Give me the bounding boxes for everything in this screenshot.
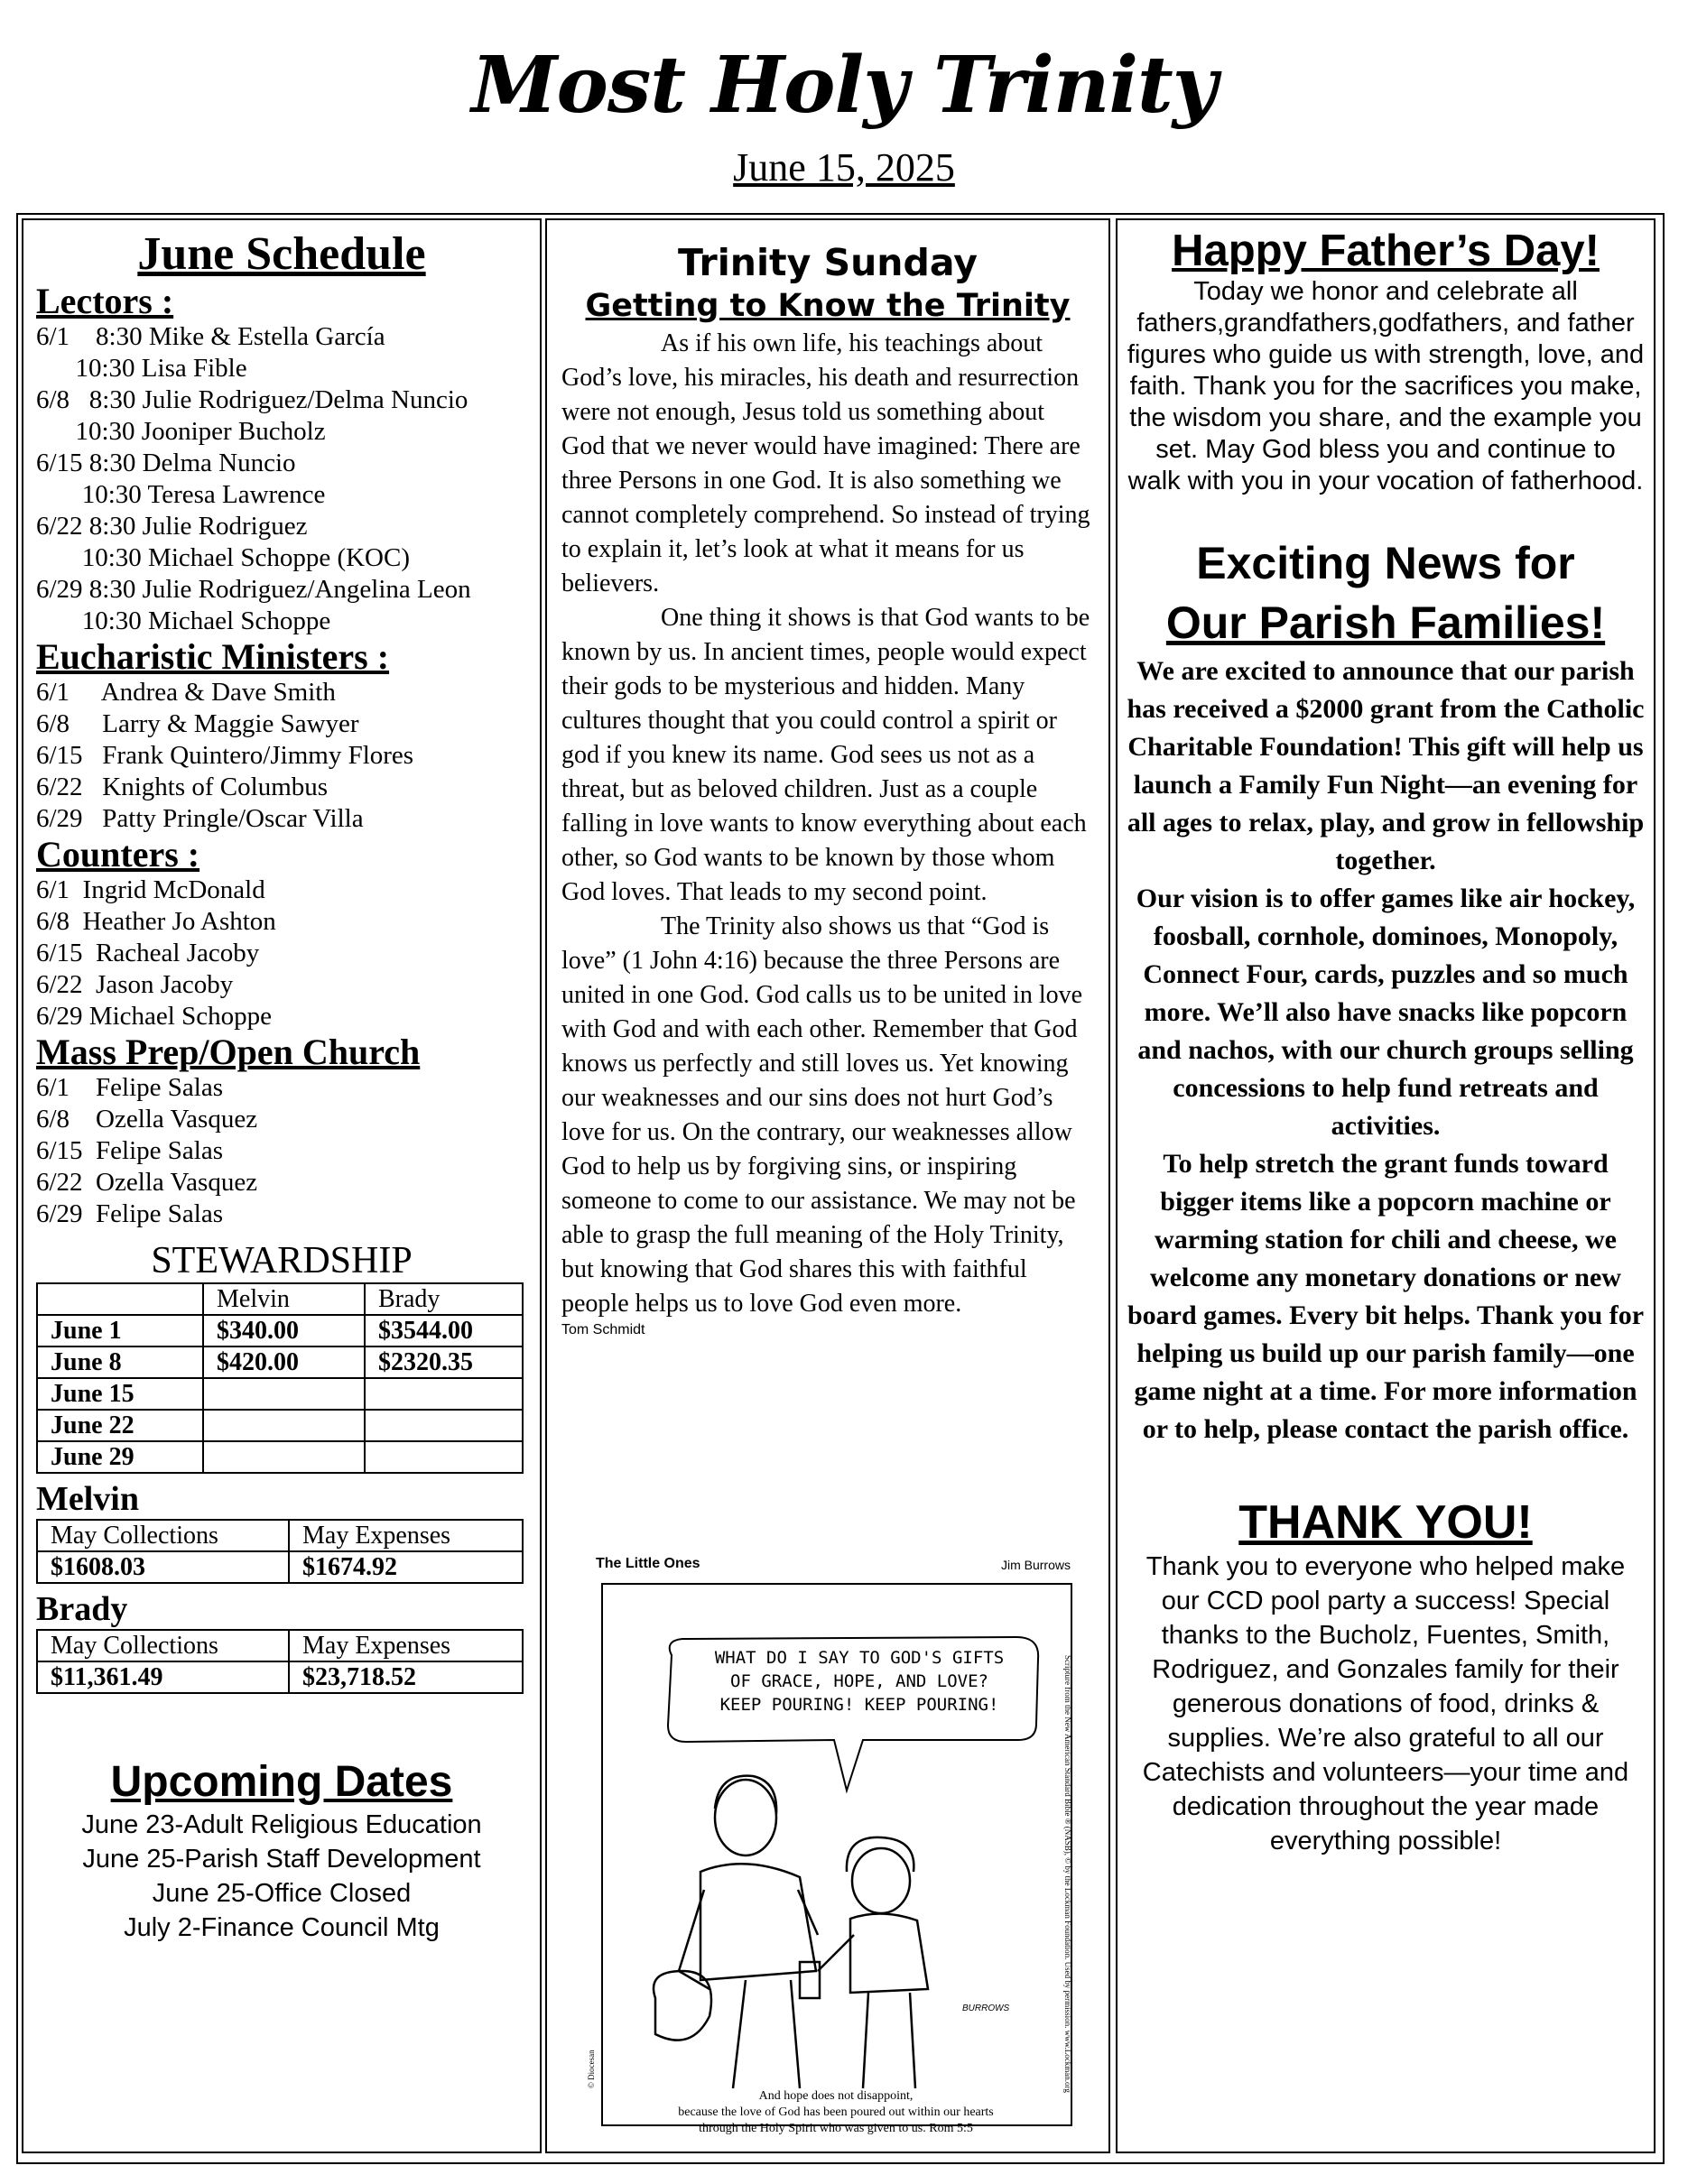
list-item: 6/8 Ozella Vasquez [36,1105,258,1134]
cartoon [587,1547,1080,2135]
table-cell [365,1378,523,1410]
article-title: Trinity Sunday [678,241,978,284]
cartoon-caption: And hope does not disappoint, because the love of God has been poured out within our hearts through the Holy Spirit who was given to us. Rom 5:5 [678,2089,994,2135]
cartoon-title: The Little Ones [596,1556,700,1571]
list-item: 6/1 Andrea & Dave Smith [36,678,336,707]
table-row [37,1441,523,1473]
mass-prep-list [23,1072,540,1230]
list-item: 10:30 Jooniper Bucholz [36,417,326,446]
list-item: 6/8 8:30 Julie Rodriguez/Delma Nuncio [36,385,468,414]
table-cell: June 8 [37,1346,203,1378]
news-title-line2: Our Parish Families! [1165,597,1606,648]
brady-table [36,1629,524,1694]
list-item: 6/15 Frank Quintero/Jimmy Flores [36,741,414,770]
list-item: 6/8 Heather Jo Ashton [36,907,276,936]
cartoon-credit-left: © Diocesan [587,2050,596,2088]
table-cell [203,1410,365,1441]
list-item: 10:30 Teresa Lawrence [36,480,326,509]
table-cell [365,1410,523,1441]
stewardship-title: STEWARDSHIP [151,1240,413,1282]
list-item: 6/22 8:30 Julie Rodriguez [36,512,308,541]
list-item: 6/29 Patty Pringle/Oscar Villa [36,804,364,833]
article-paragraph: One thing it shows is that God wants to be known by us. In ancient times, people would expect their gods to be mysterious and hidden. Many cultures thought that you could control a spirit or god if you knew its name. God sees us not as a threat, but as beloved children. Just as a couple falling in love wants to know everything about each other, so God wants to be known by those whom God loves. That leads to my second point. [561,604,1090,906]
table-cell: $3544.00 [365,1315,523,1346]
article-paragraph: The Trinity also shows us that “God is love” (1 John 4:16) because the three Persons are united in one God. God calls us to be united in love with God and with each other. Remember that God knows us perfectly and still loves us. Yet knowing our weaknesses and our sins does not hurt God’s love for us. On the contrary, our weaknesses allow God to help us by forgiving sins, or inspiring someone to come to our assistance. We may not be able to grasp the full meaning of the Holy Trinity, but knowing that God shares this with faithful people helps us to love God even more. [561,912,1083,1318]
fathers-day-text: Today we honor and celebrate all fathers,grandfathers,godfathers, and father figures who guide us with strength, love, and faith. Thank you for the sacrifices you make, the wisdom you share, and the example you set. May God bless you and continue to walk with you in your vocation of fatherhood. [1127,277,1645,495]
table-cell: June 22 [37,1410,203,1441]
table-cell: May Expenses [289,1630,523,1661]
cartoon-credit-right: Scripture from the New American Standard Bible ® (NASB), © by the Lockman Foundation. Used by permission. www.Lockman.org [1063,1655,1072,2093]
table-row [37,1410,523,1441]
article-paragraph: As if his own life, his teachings about God’s love, his miracles, his death and resurrection were not enough, Jesus told us something about God that we never would have imagined: There are three Persons in one God. It is also something we cannot completely comprehend. So instead of trying to explain it, let’s look at what it means for us believers. [561,329,1090,597]
table-cell [365,1441,523,1473]
table-cell: $340.00 [203,1315,365,1346]
news-column [1116,218,1656,2153]
table-cell: May Collections [37,1520,289,1551]
news-paragraph: Our vision is to offer games like air hockey, foosball, cornhole, dominoes, Monopoly, Connect Four, cards, puzzles and so much more. We’ll also have snacks like popcorn and nachos, with our church groups selling concessions to help fund retreats and activities. [1136,884,1636,1141]
table-row [37,1520,523,1551]
lectors-list [23,321,540,637]
table-cell: June 15 [37,1378,203,1410]
counters-title: Counters : [36,834,200,875]
melvin-table [36,1519,524,1584]
list-item: 10:30 Michael Schoppe [36,606,331,635]
table-cell: Brady [365,1283,523,1315]
table-cell: Melvin [203,1283,365,1315]
list-item: June 25-Parish Staff Development [82,1845,481,1874]
schedule-title: June Schedule [137,228,426,280]
cartoon-signature: BURROWS [962,2004,1010,2013]
melvin-title: Melvin [36,1480,139,1518]
list-item: 6/15 8:30 Delma Nuncio [36,449,296,477]
list-item: 10:30 Lisa Fible [36,354,247,383]
thank-you-title: THANK YOU! [1238,1496,1533,1549]
eucharistic-ministers-list [23,677,540,835]
speech-bubble-text: WHAT DO I SAY TO GOD'S GIFTS OF GRACE, HOPE, AND LOVE? KEEP POURING! KEEP POURING! [714,1648,1005,1715]
list-item: 6/8 Larry & Maggie Sawyer [36,709,359,738]
upcoming-dates-list [23,1808,540,1945]
cartoon-artist: Jim Burrows [1000,1558,1071,1572]
list-item: 6/1 Ingrid McDonald [36,875,265,904]
table-cell: $2320.35 [365,1346,523,1378]
mass-prep-title: Mass Prep/Open Church [36,1032,421,1072]
news-paragraph: To help stretch the grant funds toward bigger items like a popcorn machine or warming station for chili and cheese, we welcome any monetary donations or new board games. Every bit helps. Thank you for helping us build up our parish family—one game night at a time. For more information or to help, please contact the parish office. [1127,1149,1645,1444]
article-subtitle: Getting to Know the Trinity [585,288,1071,324]
cartoon-figures [654,1776,928,2088]
table-cell: May Collections [37,1630,289,1661]
article-body [547,327,1108,1321]
brady-title: Brady [36,1590,128,1628]
table-row [37,1661,523,1693]
table-cell: $1608.03 [37,1551,289,1583]
list-item: 6/1 8:30 Mike & Estella García [36,322,385,351]
fathers-day-title: Happy Father’s Day! [1172,227,1600,275]
table-cell: $1674.92 [289,1551,523,1583]
table-row [37,1551,523,1583]
article-author: Tom Schmidt [561,1322,645,1337]
table-cell [37,1283,203,1315]
upcoming-dates-title: Upcoming Dates [110,1758,453,1806]
list-item: 6/22 Ozella Vasquez [36,1168,258,1197]
stewardship-table [36,1282,524,1474]
list-item: 6/29 Michael Schoppe [36,1002,272,1031]
list-item: 6/22 Jason Jacoby [36,970,234,999]
thank-you-text: Thank you to everyone who helped make our CCD pool party a success! Special thanks to the Bucholz, Fuentes, Smith, Rodriguez, and Gonzales family for their generous donations of food, drinks & supplies. We’re also grateful to all our Catechists and volunteers—your time and dedication throughout the year made everything possible! [1142,1552,1629,1855]
list-item: June 25-Office Closed [152,1879,412,1908]
table-cell: $11,361.49 [37,1661,289,1693]
list-item: 6/22 Knights of Columbus [36,773,329,801]
table-row [37,1315,523,1346]
list-item: 6/15 Felipe Salas [36,1136,224,1165]
counters-list [23,875,540,1032]
list-item: 6/1 Felipe Salas [36,1073,224,1102]
table-row [37,1630,523,1661]
table-cell [203,1441,365,1473]
table-cell: May Expenses [289,1520,523,1551]
table-row [37,1283,523,1315]
article-column [545,218,1110,2153]
news-paragraph: We are excited to announce that our parish has received a $2000 grant from the Catholic Charitable Foundation! This gift will help us launch a Family Fun Night—an evening for all ages to relax, play, and grow in fellowship together. [1127,656,1645,875]
table-cell: $23,718.52 [289,1661,523,1693]
list-item: June 23-Adult Religious Education [81,1810,482,1839]
list-item: July 2-Finance Council Mtg [124,1913,440,1942]
table-cell: June 29 [37,1441,203,1473]
bulletin-date: June 15, 2025 [733,145,955,190]
table-cell [203,1378,365,1410]
table-cell: June 1 [37,1315,203,1346]
list-item: 6/15 Racheal Jacoby [36,939,260,967]
eucharistic-ministers-title: Eucharistic Ministers : [36,636,390,677]
table-cell: $420.00 [203,1346,365,1378]
lectors-title: Lectors : [36,281,174,321]
cartoon-drawing [592,1547,1080,2142]
list-item: 6/29 8:30 Julie Rodriguez/Angelina Leon [36,575,471,604]
bulletin-title: Most Holy Trinity [471,40,1217,131]
list-item: 10:30 Michael Schoppe (KOC) [36,543,410,572]
schedule-column [22,218,542,2153]
table-row [37,1346,523,1378]
list-item: 6/29 Felipe Salas [36,1199,224,1228]
table-row [37,1378,523,1410]
news-title-line1: Exciting News for [1196,538,1575,588]
